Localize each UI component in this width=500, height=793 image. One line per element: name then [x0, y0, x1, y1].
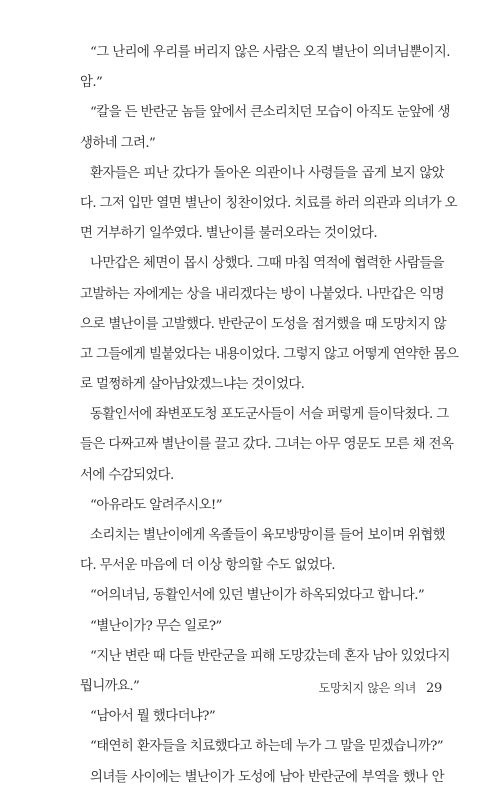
page-footer — [319, 679, 442, 696]
text-line: “아유라도 알려주시오!” — [90, 497, 222, 513]
text-line: 면 거부하기 일쑤였다. 별난이를 불러오라는 것이었다. — [80, 226, 377, 242]
text-line: 나만갑은 체면이 몹시 상했다. 그때 마침 역적에 협력한 사람들을 — [90, 256, 444, 272]
text-line: 암.” — [80, 75, 103, 91]
text-line: 고발하는 자에게는 상을 내리겠다는 방이 나붙었다. 나만갑은 익명 — [80, 286, 444, 302]
text-line: “태연히 환자들을 치료했다고 하는데 누가 그 말을 믿겠습니까?” — [90, 739, 444, 755]
text-line: 동활인서에 좌변포도청 포도군사들이 서슬 퍼렇게 들이닥쳤다. 그 — [90, 407, 449, 423]
text-line: “별난이가? 무슨 일로?” — [90, 618, 222, 634]
running-title: 도망치지 않은 의녀 — [318, 681, 417, 695]
text-line: 고 그들에게 빌붙었다는 내용이었다. 그렇지 않고 어떻게 연약한 몸으 — [80, 346, 459, 362]
text-line: 소리치는 별난이에게 옥졸들이 육모방망이를 들어 보이며 위협했 — [90, 528, 445, 543]
text-line: 환자들은 피난 갔다가 돌아온 의관이나 사령들을 곱게 보지 않았 — [90, 165, 444, 181]
page-number: 29 — [426, 681, 442, 696]
text-line: “어의녀님, 동활인서에 있던 별난이가 하옥되었다고 합니다.” — [90, 588, 425, 604]
text-line: 의녀들 사이에는 별난이가 도성에 남아 반란군에 부역을 했나 안 — [90, 769, 444, 785]
text-line: “칼을 든 반란군 놈들 앞에서 큰소리치던 모습이 아직도 눈앞에 생 — [90, 105, 450, 121]
text-line: “지난 변란 때 다들 반란군을 피해 도망갔는데 혼자 남아 있었다지 — [90, 648, 450, 664]
text-line: 들은 다짜고짜 별난이를 끌고 갔다. 그녀는 아무 영문도 모른 채 전옥 — [80, 437, 454, 453]
text-line: 생하네 그려.” — [80, 135, 156, 151]
text-line: 다. 무서운 마음에 더 이상 항의할 수도 없었다. — [80, 558, 335, 574]
text-line: “남아서 뭘 했다더냐?” — [90, 709, 216, 725]
text-line: “그 난리에 우리를 버리지 않은 사람은 오직 별난이 의녀님뿐이지. — [90, 45, 450, 60]
text-line: 뭡니까요.” — [80, 678, 140, 694]
text-line: 다. 그저 입만 열면 별난이 칭찬이었다. 치료를 하러 의관과 의녀가 오 — [80, 195, 457, 211]
text-line: 서에 수감되었다. — [80, 467, 174, 483]
text-line: 으로 별난이를 고발했다. 반란군이 도성을 점거했을 때 도망치지 않 — [80, 316, 446, 332]
text-line: 로 멀쩡하게 살아남았겠느냐는 것이었다. — [80, 377, 305, 393]
